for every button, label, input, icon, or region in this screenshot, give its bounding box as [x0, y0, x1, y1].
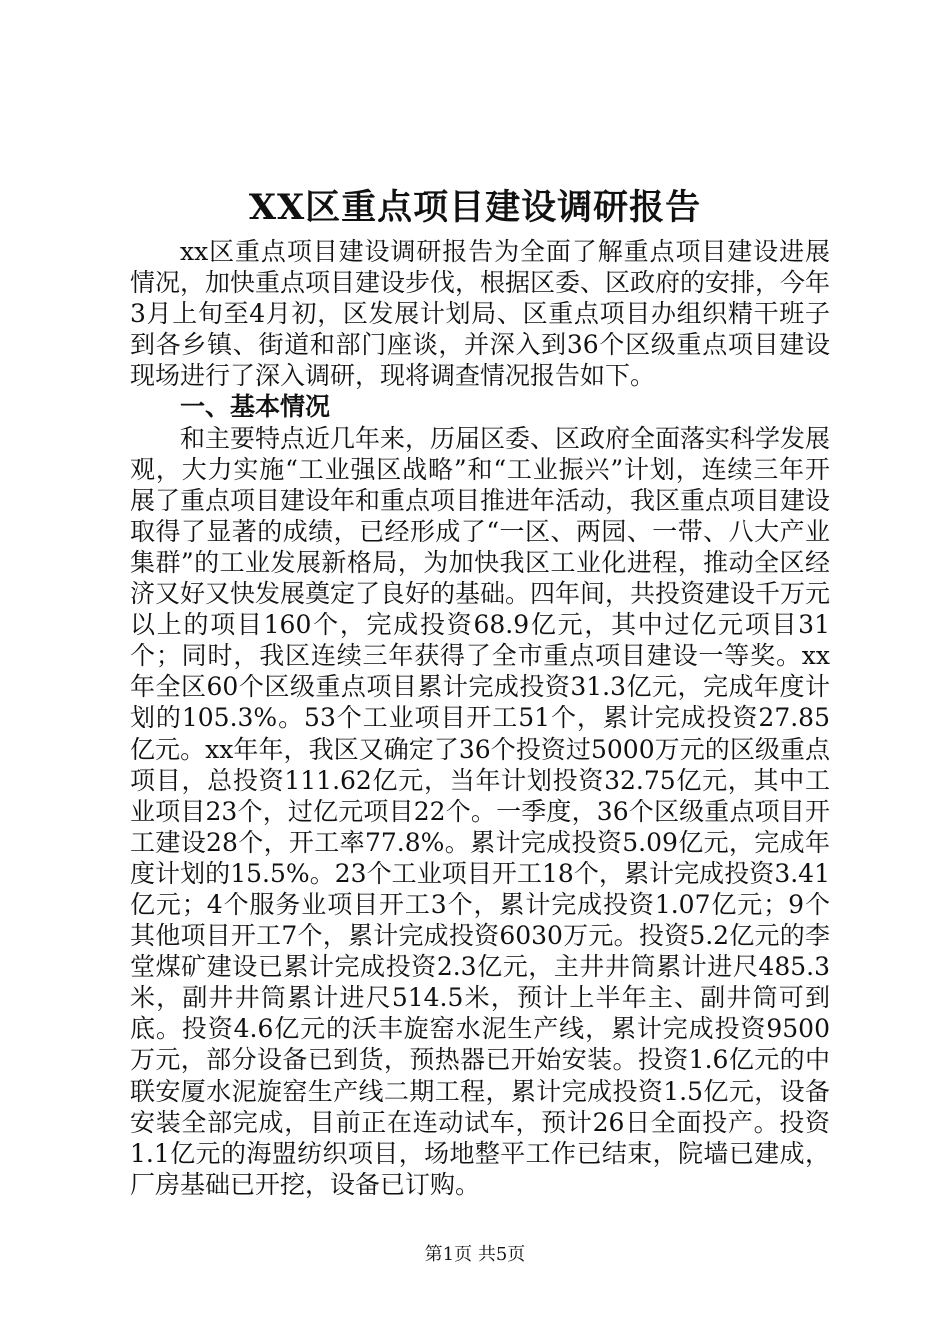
section-heading: 一、基本情况 — [180, 392, 331, 422]
document-body — [130, 236, 830, 1200]
section-paragraph: 和主要特点近几年来，历届区委、区政府全面落实科学发展观，大力实施“工业强区战略”和“工业振兴”计划，连续三年开展了重点项目建设年和重点项目推进年活动，我区重点项目建设取得了显著的成绩，已经形成了“一区、两园、一带、八大产业集群”的工业发展新格局，为加快我区工业化进程，推动全区经济又好又快发展奠定了良好的基础。四年间，共投资建设千万元以上的项目160个，完成投资68.9亿元，其中过亿元项目31个；同时，我区连续三年获得了全市重点项目建设一等奖。xx年全区60个区级重点项目累计完成投资31.3亿元，完成年度计划的105.3%。53个工业项目开工51个，累计完成投资27.85亿元。xx年年，我区又确定了36个投资过5000万元的区级重点项目，总投资111.62亿元，当年计划投资32.75亿元，其中工业项目23个，过亿元项目22个。一季度，36个区级重点项目开工建设28个，开工率77.8%。累计完成投资5.09亿元，完成年度计划的15.5%。23个工业项目开工18个，累计完成投资3.41亿元；4个服务业项目开工3个，累计完成投资1.07亿元；9个其他项目开工7个，累计完成投资6030万元。投资5.2亿元的李堂煤矿建设已累计完成投资2.3亿元，主井井筒累计进尺485.3米，副井井筒累计进尺514.5米，预计上半年主、副井筒可到底。投资4.6亿元的沃丰旋窑水泥生产线，累计完成投资9500万元，部分设备已到货，预热器已开始安装。投资1.6亿元的中联安厦水泥旋窑生产线二期工程，累计完成投资1.5亿元，设备安装全部完成，目前正在连动试车，预计26日全面投产。投资1.1亿元的海盟纺织项目，场地整平工作已结束，院墙已建成，厂房基础已开挖，设备已订购。 — [130, 423, 831, 1199]
intro-paragraph: xx区重点项目建设调研报告为全面了解重点项目建设进展情况，加快重点项目建设步伐，根据区委、区政府的安排，今年3月上旬至4月初，区发展计划局、区重点项目办组织精干班子到各乡镇、街道和部门座谈，并深入到36个区级重点项目建设现场进行了深入调研，现将调查情况报告如下。 — [130, 237, 831, 391]
page-footer: 第1页 共5页 — [424, 1244, 526, 1265]
document-title: XX区重点项目建设调研报告 — [248, 187, 702, 228]
